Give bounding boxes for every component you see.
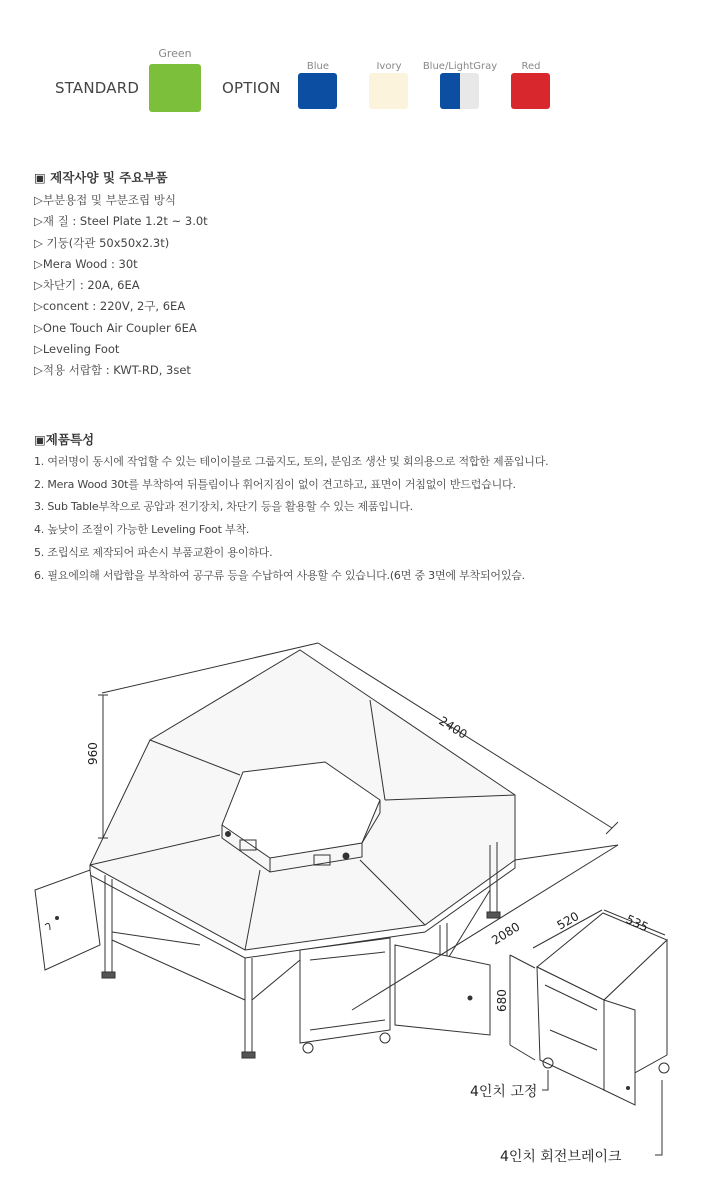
- dim-depth-label: 2080: [489, 919, 523, 948]
- feature-item: 3. Sub Table부착으로 공압과 전기장치, 차단기 등을 활용할 수 있는 제품입니다.: [34, 500, 413, 514]
- option-color-name: Blue: [306, 61, 330, 72]
- feature-item: 6. 필요에의해 서랍함을 부착하여 공구류 등을 수납하여 사용할 수 있습니다.(6면 중 3면에 부착되어있슴.: [34, 568, 525, 582]
- dim-height-label: 960: [86, 742, 100, 765]
- callout-fixed-caster: 4인치 고정: [470, 1084, 538, 1100]
- spec-item: ▷concent : 220V, 2구, 6EA: [34, 299, 186, 314]
- spec-item: ▷재 질 : Steel Plate 1.2t ~ 3.0t: [34, 214, 208, 229]
- feature-item: 1. 여러명이 동시에 작업할 수 있는 테이이블로 그룹지도, 토의, 분임조 생산 및 회의용으로 적합한 제품입니다.: [34, 455, 549, 468]
- table-technical-drawing: [0, 620, 709, 1181]
- feature-item: 4. 높낮이 조절이 가능한 Leveling Foot 부착.: [34, 523, 250, 537]
- cabinet-depth-label: 535: [623, 912, 651, 935]
- spec-item: ▷적용 서랍함 : KWT-RD, 3set: [34, 363, 191, 378]
- feature-item: 5. 조립식로 제작되어 파손시 부품교환이 용이하다.: [34, 545, 273, 559]
- option-color-swatch-red: [511, 73, 550, 109]
- spec-item: ▷One Touch Air Coupler 6EA: [34, 320, 197, 335]
- spec-item: ▷Mera Wood : 30t: [34, 256, 138, 271]
- standard-color-name: Green: [158, 47, 192, 60]
- spec-item: ▷ 기둥(각관 50x50x2.3t): [34, 235, 170, 250]
- cabinet-height-label: 680: [495, 989, 509, 1012]
- option-color-swatch-ivory: [369, 73, 408, 109]
- option-color-swatch-blue-lightgray: [440, 73, 479, 109]
- feature-item: 2. Mera Wood 30t를 부착하여 뒤틀림이나 휘어지짐이 없이 견고하고, 표면이 거침없이 반드럽습니다.: [34, 477, 516, 491]
- option-color-swatch-blue: [298, 73, 337, 109]
- option-color-name: Blue/LightGray: [422, 61, 498, 72]
- side-cabinet-door: [604, 1000, 635, 1105]
- standard-label: STANDARD: [55, 79, 140, 97]
- option-color-name: Red: [521, 61, 541, 72]
- cabinet-width-label: 520: [554, 909, 582, 933]
- dim-length-label: 2400: [436, 713, 470, 742]
- left-door: [35, 870, 100, 970]
- features-title: ▣제품특성: [34, 432, 95, 447]
- callout-swivel-caster: 4인치 회전브레이크: [500, 1149, 622, 1165]
- spec-item: ▷부분용접 및 부분조립 방식: [34, 193, 177, 207]
- specs-section: [34, 168, 208, 382]
- standard-color-swatch: [149, 64, 201, 112]
- option-color-name: Ivory: [376, 61, 402, 72]
- cabinet-door-open: [395, 945, 490, 1035]
- spec-item: ▷차단기 : 20A, 6EA: [34, 278, 140, 293]
- features-section: [34, 430, 548, 587]
- specs-title: ▣ 제작사양 및 주요부품: [34, 170, 168, 185]
- spec-item: ▷Leveling Foot: [34, 342, 120, 357]
- option-label: OPTION: [222, 79, 281, 97]
